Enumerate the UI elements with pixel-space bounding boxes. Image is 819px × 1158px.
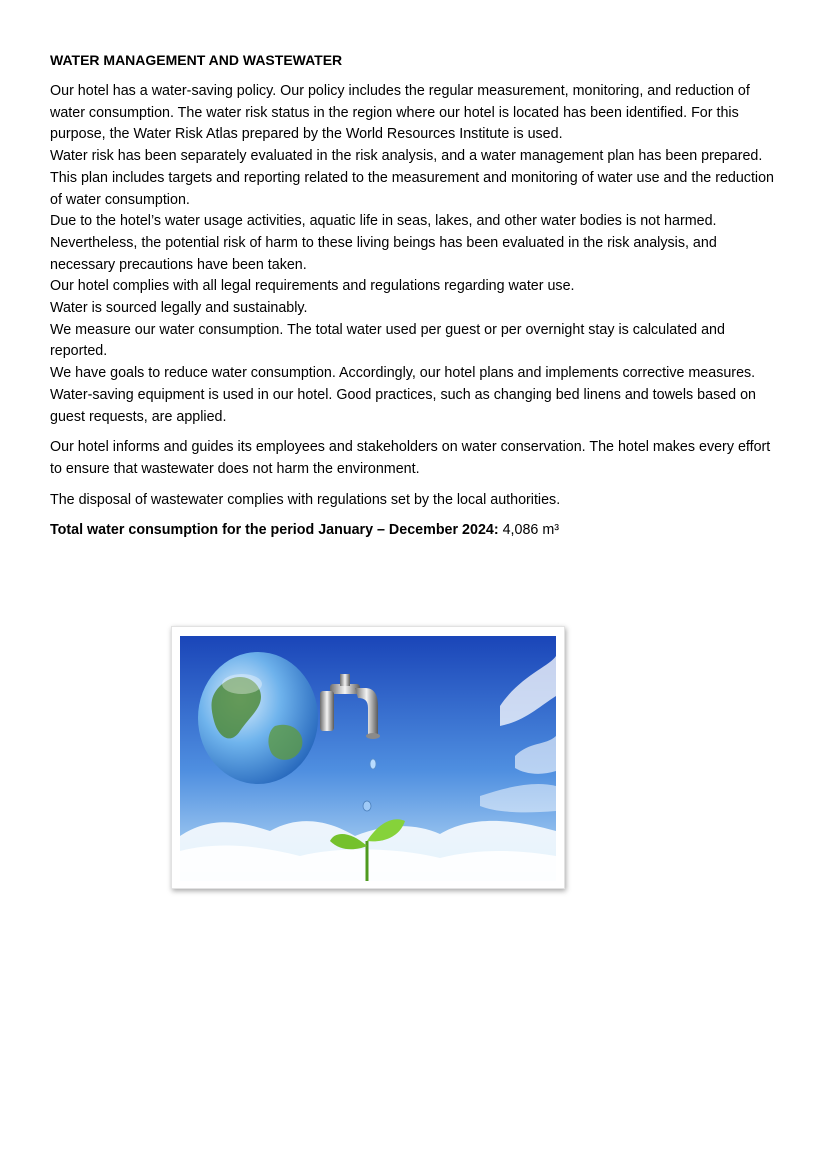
water-conservation-image [171,626,565,889]
paragraph-legal-compliance: Our hotel complies with all legal requirements and regulations regarding water use. [50,278,575,295]
globe-faucet-sprout-picture [180,636,556,881]
text-block-3 [50,490,780,512]
text-block-2 [50,437,780,480]
paragraph-reduction-goals: We have goals to reduce water consumption. Accordingly, our hotel plans and implements corrective measures. Water-saving equipment is used in our hotel. Good practices, such as changing bed linens and towels based on guest requests, are applied. [50,365,756,425]
paragraph-risk-analysis: Water risk has been separately evaluated in the risk analysis, and a water management plan has been prepared. This plan includes targets and reporting related to the measurement and monitoring of water use and the reduction of water consumption. [50,148,775,208]
total-consumption-line [50,520,780,542]
total-consumption-value: 4,086 m³ [502,522,560,539]
paragraph-stakeholders: Our hotel informs and guides its employees and stakeholders on water conservation. The hotel makes every effort to ensure that wastewater does not harm the environment. [50,439,771,477]
paragraph-measurement: We measure our water consumption. The total water used per guest or per overnight stay is calculated and reported. [50,321,725,360]
paragraph-water-source: Water is sourced legally and sustainably. [50,300,308,317]
text-block-1 [50,81,780,428]
paragraph-aquatic-life: Due to the hotel’s water usage activities, aquatic life in seas, lakes, and other water bodies is not harmed. Nevertheless, the potential risk of harm to these living beings has been evaluated in the risk analysis, and necessary precautions have been taken. [50,213,717,273]
paragraph-wastewater-disposal: The disposal of wastewater complies with regulations set by the local authorities. [50,491,561,508]
document-page [50,49,780,542]
paragraph-policy: Our hotel has a water-saving policy. Our policy includes the regular measurement, monitoring, and reduction of water consumption. The water risk status in the region where our hotel is located has been identified. For this purpose, the Water Risk Atlas prepared by the World Resources Institute is used. [50,83,750,143]
total-consumption-label: Total water consumption for the period January – December 2024: [50,522,499,539]
section-heading: WATER MANAGEMENT AND WASTEWATER [50,52,343,68]
